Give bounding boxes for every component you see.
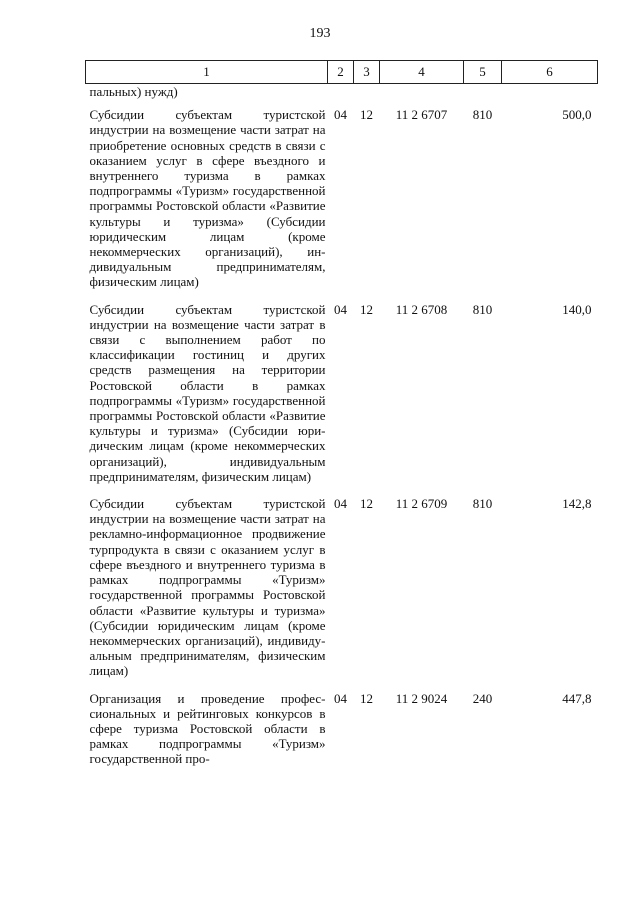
row-expense-type: 810	[472, 107, 493, 123]
row-section: 04	[334, 496, 347, 512]
row-target-article: 11 2 6707	[395, 107, 448, 123]
page-number: 193	[309, 26, 331, 41]
row-description: Организация и проведение профессиональных и рейтинговых конкурсов в сфере туризма Ростовской области в рамках подпрограммы «Туризм» государственной про-	[89, 690, 326, 767]
table-row	[86, 101, 598, 295]
table-header-row	[86, 61, 598, 84]
header-col-4: 4	[380, 61, 464, 84]
row-section: 04	[334, 690, 347, 706]
header-col-5: 5	[464, 61, 502, 84]
row-section: 04	[334, 301, 347, 317]
continuation-row	[86, 84, 598, 102]
table-row	[86, 490, 598, 684]
header-col-3: 3	[354, 61, 380, 84]
table-row	[86, 685, 598, 773]
row-subsection: 12	[360, 690, 373, 706]
row-amount: 447,8	[562, 690, 592, 706]
row-expense-type: 810	[472, 496, 493, 512]
row-amount: 500,0	[562, 107, 592, 123]
row-target-article: 11 2 6709	[395, 496, 448, 512]
continuation-text: пальных) нужд)	[89, 84, 178, 99]
row-subsection: 12	[360, 496, 373, 512]
header-col-1: 1	[86, 61, 328, 84]
row-amount: 142,8	[562, 496, 592, 512]
budget-table	[85, 60, 598, 773]
row-section: 04	[334, 107, 347, 123]
row-target-article: 11 2 9024	[395, 690, 448, 706]
row-description: Субсидии субъектам туристской индустрии на возмещение части затрат на приобретение основных средств в связи с оказанием услуг в сфере въездного и внутреннего туризма в рамках подпрограммы «Туризм» государственной программы Ростовской области «Развитие культуры и туризма» (Субсидии юридическим лицам (кроме некоммерческих организаций), индивидуальным предпринимателям, физическим лицам)	[89, 107, 326, 290]
row-expense-type: 810	[472, 301, 493, 317]
header-col-6: 6	[502, 61, 598, 84]
row-subsection: 12	[360, 107, 373, 123]
row-amount: 140,0	[562, 301, 592, 317]
row-expense-type: 240	[472, 690, 493, 706]
row-description: Субсидии субъектам туристской индустрии на возмещение части затрат на рекламно-информационное продвижение турпродукта в связи с оказанием услуг в сфере въездного и внутреннего туризма в рамках подпрограммы «Туризм» государственной программы Ростовской области «Развитие культуры и туризма» (Субсидии юридическим лицам (кроме некоммерческих организаций), индивидуальным предпринимателям, физическим лицам)	[89, 496, 326, 679]
header-col-2: 2	[328, 61, 354, 84]
row-subsection: 12	[360, 301, 373, 317]
table-row	[86, 296, 598, 490]
row-target-article: 11 2 6708	[395, 301, 448, 317]
row-description: Субсидии субъектам туристской индустрии на возмещение части затрат в связи с выполнением работ по классификации гостиниц и других средств размещения на территории Ростовской области в рамках подпрограммы «Туризм» государственной программы Ростовской области «Развитие культуры и туризма» (Субсидии юридическим лицам (кроме некоммерческих организаций), индивидуальным предпринимателям, физическим лицам)	[89, 301, 326, 484]
